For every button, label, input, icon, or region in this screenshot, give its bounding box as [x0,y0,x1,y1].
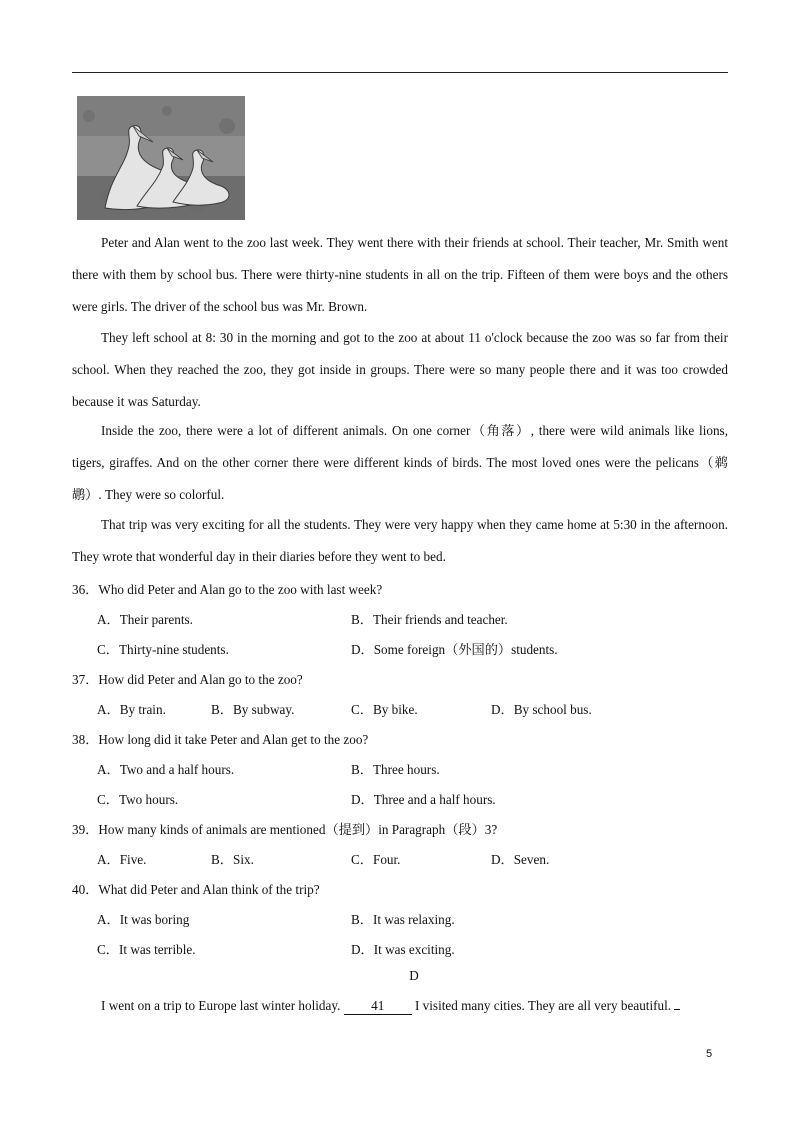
question-36 [72,579,382,598]
option-38-b[interactable]: B．Three hours. [351,762,440,777]
option-36-b[interactable]: B．Their friends and teacher. [351,612,508,627]
option-40-b[interactable]: B．It was relaxing. [351,912,455,927]
option-40-d[interactable]: D．It was exciting. [351,942,455,957]
option-40-c[interactable]: C．It was terrible. [97,942,196,957]
question-text: How did Peter and Alan go to the zoo? [98,672,303,687]
question-text: How many kinds of animals are mentioned（提到）in Paragraph（段）3? [98,822,498,837]
option-37-b[interactable]: B．By subway. [211,702,295,717]
question-number: 40． [72,882,99,897]
option-36-a[interactable]: A．Their parents. [97,612,193,627]
option-38-d[interactable]: D．Three and a half hours. [351,792,496,807]
header-rule [72,72,728,73]
option-37-d[interactable]: D．By school bus. [491,702,592,717]
page-number: 5 [706,1048,713,1060]
question-text: How long did it take Peter and Alan get to the zoo? [98,732,369,747]
question-number: 38． [72,732,99,747]
section-d-text-start: I went on a trip to Europe last winter holiday. [101,998,341,1013]
question-39 [72,819,497,838]
section-d-first-line [101,997,680,1015]
passage-paragraph-3: Inside the zoo, there were a lot of different animals. On one corner（角落）, there were wild animals like lions, tigers, giraffes. And on the other corner there were different kinds of birds. The most loved ones were the pelicans（鹈鹕）. They were so colorful. [72,423,728,502]
question-text: What did Peter and Alan think of the trip? [98,882,320,897]
option-39-a[interactable]: A．Five. [97,852,147,867]
option-38-c[interactable]: C．Two hours. [97,792,179,807]
question-40 [72,879,320,898]
option-39-b[interactable]: B．Six. [211,852,254,867]
option-39-d[interactable]: D．Seven. [491,852,550,867]
question-number: 39． [72,822,99,837]
passage-paragraph-1: Peter and Alan went to the zoo last week. They went there with their friends at school. Their teacher, Mr. Smith went there with them by school bus. There were thirty-nine students in all on the trip. Fifteen of them were boys and the others were girls. The driver of the school bus was Mr. Brown. [72,235,728,314]
question-text: Who did Peter and Alan go to the zoo with last week? [98,582,383,597]
option-38-a[interactable]: A．Two and a half hours. [97,762,235,777]
question-37 [72,669,303,688]
section-d-heading: D [409,968,419,983]
option-37-a[interactable]: A．By train. [97,702,166,717]
passage-paragraph-2: They left school at 8: 30 in the morning and got to the zoo at about 11 o'clock because the zoo was so far from their school. When they reached the zoo, they got inside in groups. There were so many people there and it was too crowded because it was Saturday. [72,330,728,409]
question-number: 37． [72,672,99,687]
option-37-c[interactable]: C．By bike. [351,702,418,717]
option-40-a[interactable]: A．It was boring [97,912,190,927]
blank-42-start[interactable] [674,997,680,1010]
section-d-text-end: I visited many cities. They are all very beautiful. [414,998,672,1013]
question-number: 36． [72,582,99,597]
option-36-c[interactable]: C．Thirty-nine students. [97,642,229,657]
question-38 [72,729,368,748]
option-39-c[interactable]: C．Four. [351,852,401,867]
option-36-d[interactable]: D．Some foreign（外国的）students. [351,642,558,657]
passage-paragraph-4: That trip was very exciting for all the students. They were very happy when they came home at 5:30 in the afternoon. They wrote that wonderful day in their diaries before they went to bed. [72,517,728,564]
blank-41[interactable]: 41 [344,998,412,1015]
pelicans-photo [77,96,245,220]
